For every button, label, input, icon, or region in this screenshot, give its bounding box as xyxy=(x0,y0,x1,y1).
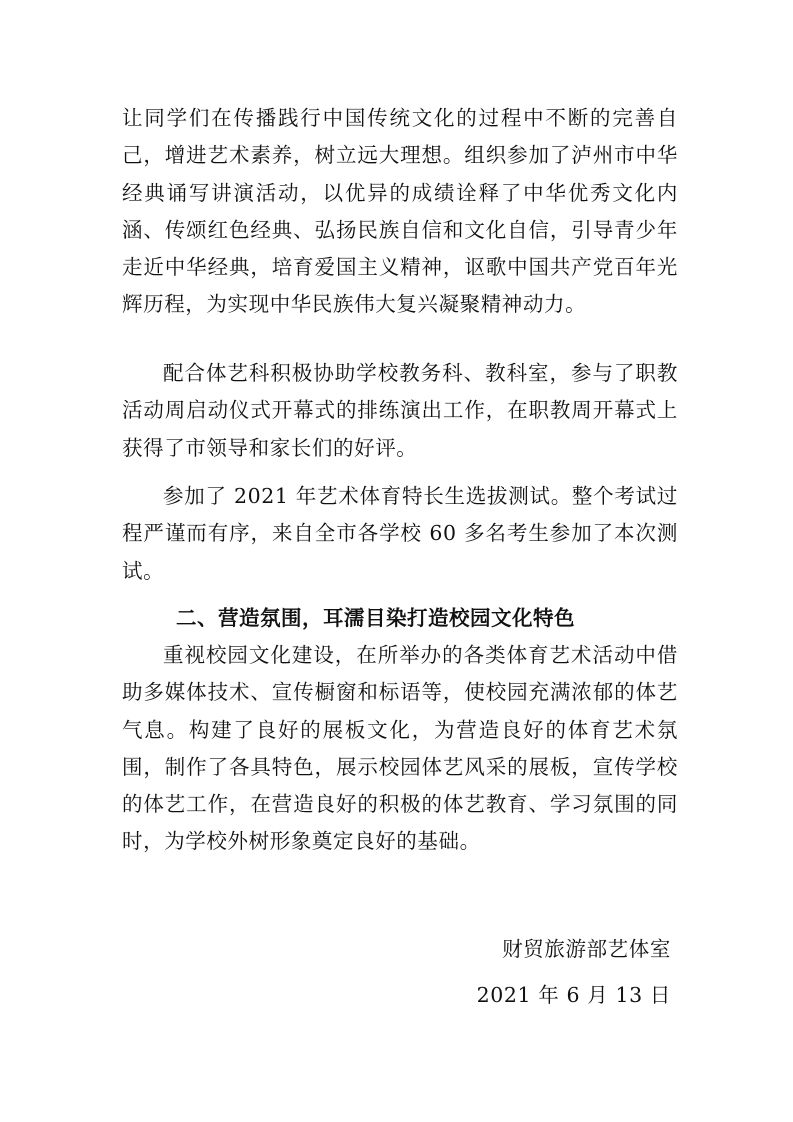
paragraph-campus-culture: 重视校园文化建设，在所举办的各类体育艺术活动中借助多媒体技术、宣传橱窗和标语等，使校园充满浓郁的体艺气息。构建了良好的展板文化，为营造良好的体育艺术氛围，制作了各具特色，展示校园体艺风采的展板，宣传学校的体艺工作，在营造良好的积极的体艺教育、学习氛围的同时，为学校外树形象奠定良好的基础。 xyxy=(122,643,678,854)
section-heading: 二、营造氛围，耳濡目染打造校园文化特色 xyxy=(176,606,575,630)
paragraph-continuation: 让同学们在传播践行中国传统文化的过程中不断的完善自己，增进艺术素养，树立远大理想。组织参加了泸州市中华经典诵写讲演活动，以优异的成绩诠释了中华优秀文化内涵、传颂红色经典、弘扬民族自信和文化自信，引导青少年走近中华经典，培育爱国主义精神，讴歌中国共产党百年光辉历程，为实现中华民族伟大复兴凝聚精神动力。 xyxy=(122,106,678,317)
paragraph-selection-test: 参加了 2021 年艺术体育特长生选拔测试。整个考试过程严谨而有序，来自全市各学校 60 多名考生参加了本次测试。 xyxy=(122,484,678,583)
signature-organization: 财贸旅游部艺体室 xyxy=(502,937,671,961)
signature-date: 2021 年 6 月 13 日 xyxy=(476,983,671,1007)
paragraph-vocational-week: 配合体艺科积极协助学校教务科、教科室，参与了职教活动周启动仪式开幕式的排练演出工作，在职教周开幕式上获得了市领导和家长们的好评。 xyxy=(122,361,678,460)
